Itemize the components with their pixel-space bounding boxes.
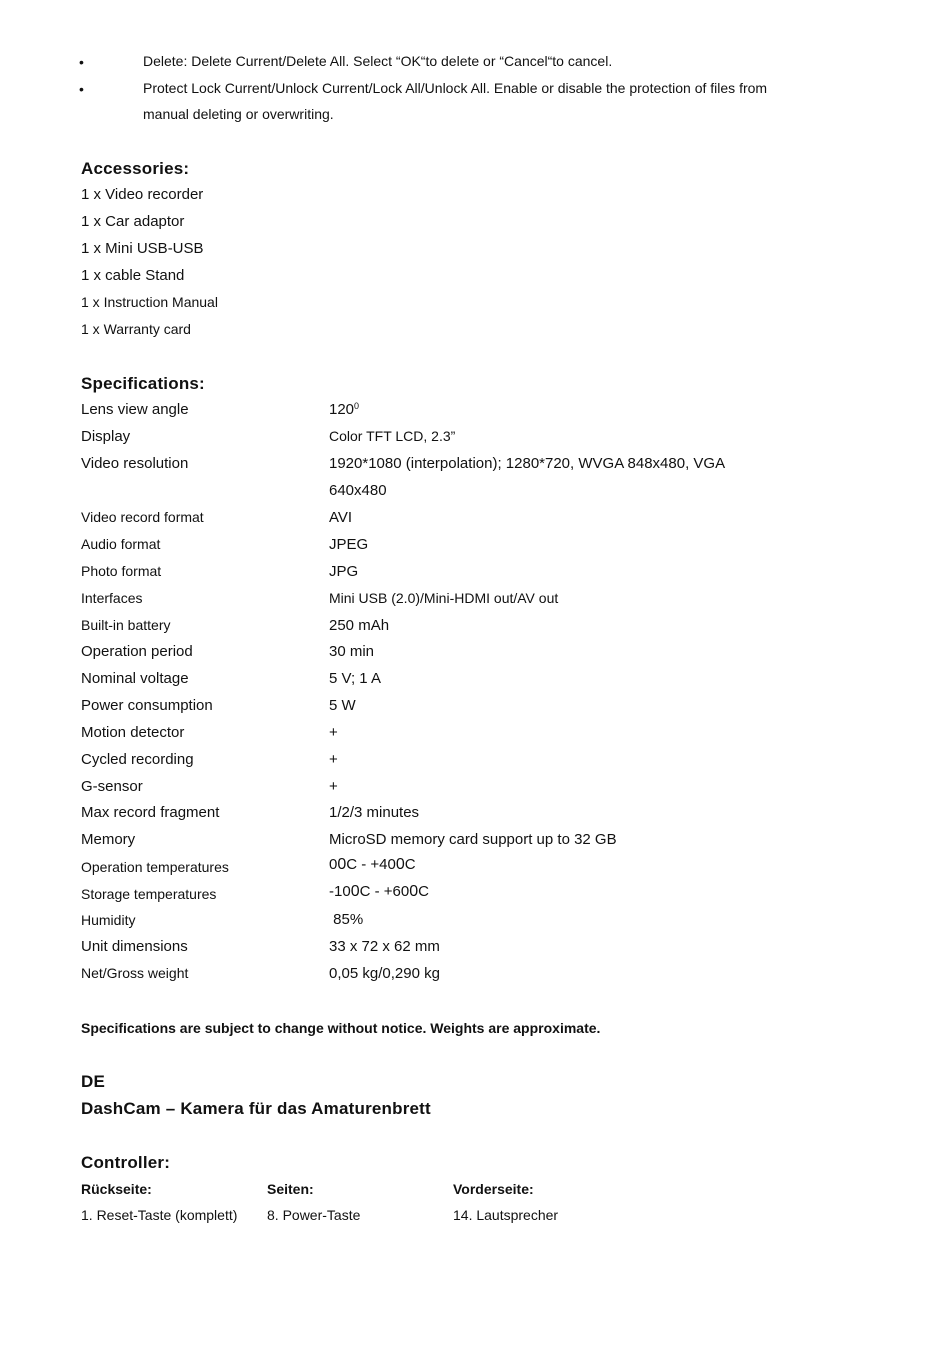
spec-label: Memory bbox=[81, 831, 136, 848]
spec-value: 85% bbox=[329, 911, 364, 928]
accessory-item: 1 x cable Stand bbox=[81, 267, 185, 284]
spec-label: Storage temperatures bbox=[81, 886, 217, 902]
accessory-item: 1 x Instruction Manual bbox=[81, 294, 218, 310]
spec-label: Video resolution bbox=[81, 455, 189, 472]
spec-label: Max record fragment bbox=[81, 804, 220, 821]
bullet-marker: • bbox=[79, 81, 84, 97]
spec-label: Unit dimensions bbox=[81, 938, 188, 955]
spec-label: Operation temperatures bbox=[81, 859, 229, 875]
controller-column-header: Seiten: bbox=[267, 1181, 314, 1197]
spec-label: Cycled recording bbox=[81, 751, 194, 768]
spec-value: + bbox=[329, 778, 338, 795]
spec-value: 1920*1080 (interpolation); 1280*720, WVGA 848x480, VGA bbox=[329, 455, 726, 472]
spec-value: 1/2/3 minutes bbox=[329, 804, 420, 821]
controller-column-header: Rückseite: bbox=[81, 1181, 152, 1197]
accessory-item: 1 x Video recorder bbox=[81, 186, 204, 203]
spec-label: Photo format bbox=[81, 563, 162, 579]
spec-label: Net/Gross weight bbox=[81, 965, 189, 981]
spec-value-part: C bbox=[404, 856, 416, 873]
spec-value: 5 W bbox=[329, 697, 356, 714]
spec-label: Interfaces bbox=[81, 590, 143, 606]
accessory-item: 1 x Car adaptor bbox=[81, 213, 185, 230]
bullet-line: manual deleting or overwriting. bbox=[143, 106, 334, 122]
spec-value: Mini USB (2.0)/Mini-HDMI out/AV out bbox=[329, 590, 559, 606]
spec-value-text: 120 bbox=[329, 401, 355, 418]
degree-mark: 0 bbox=[337, 856, 347, 873]
spec-value: + bbox=[329, 751, 338, 768]
spec-value: 33 x 72 x 62 mm bbox=[329, 938, 440, 955]
degree-superscript: 0 bbox=[354, 401, 360, 411]
spec-value: JPG bbox=[329, 563, 359, 580]
bullet-line: Protect Lock Current/Unlock Current/Lock All/Unlock All. Enable or disable the protection of files from bbox=[143, 80, 768, 96]
controller-item: 8. Power-Taste bbox=[267, 1207, 361, 1223]
spec-value bbox=[329, 857, 416, 873]
accessory-item: 1 x Mini USB-USB bbox=[81, 240, 204, 257]
spec-value-part: 0 bbox=[329, 856, 338, 873]
spec-value: 30 min bbox=[329, 643, 375, 660]
spec-value: Color TFT LCD, 2.3” bbox=[329, 428, 456, 444]
spec-label: Audio format bbox=[81, 536, 161, 552]
spec-value-part: C bbox=[418, 883, 429, 900]
spec-label: Operation period bbox=[81, 643, 193, 660]
degree-mark: 0 bbox=[350, 883, 360, 900]
spec-label: Lens view angle bbox=[81, 401, 189, 418]
spec-value-part: C - +40 bbox=[346, 856, 396, 873]
controller-heading: Controller: bbox=[81, 1153, 171, 1172]
spec-label: Nominal voltage bbox=[81, 670, 189, 687]
spec-value: 0,05 kg/0,290 kg bbox=[329, 965, 440, 982]
bullet-line: Delete: Delete Current/Delete All. Select “OK“to delete or “Cancel“to cancel. bbox=[143, 53, 613, 69]
spec-value bbox=[329, 884, 429, 900]
spec-value: 5 V; 1 A bbox=[329, 670, 381, 687]
controller-item: 14. Lautsprecher bbox=[453, 1207, 559, 1223]
language-heading: DE bbox=[81, 1072, 106, 1091]
spec-label: Built-in battery bbox=[81, 617, 171, 633]
spec-value-part: C - +60 bbox=[359, 883, 410, 900]
bullet-item-delete bbox=[143, 48, 612, 74]
spec-value-part: -10 bbox=[329, 883, 351, 900]
accessories-heading: Accessories: bbox=[81, 159, 190, 178]
spec-label: G-sensor bbox=[81, 778, 143, 795]
degree-mark: 0 bbox=[409, 883, 419, 900]
controller-item: 1. Reset-Taste (komplett) bbox=[81, 1207, 238, 1223]
degree-mark: 0 bbox=[395, 856, 405, 873]
spec-value: AVI bbox=[329, 509, 353, 526]
spec-label: Humidity bbox=[81, 912, 136, 928]
bullet-item-protect bbox=[143, 75, 767, 127]
specifications-note: Specifications are subject to change without notice. Weights are approximate. bbox=[81, 1020, 601, 1036]
spec-value: MicroSD memory card support up to 32 GB bbox=[329, 831, 617, 848]
spec-label: Power consumption bbox=[81, 697, 213, 714]
spec-value-continued: 640x480 bbox=[329, 482, 387, 499]
product-title-de: DashCam – Kamera für das Amaturenbrett bbox=[81, 1099, 431, 1118]
spec-value: 250 mAh bbox=[329, 617, 390, 634]
spec-label: Video record format bbox=[81, 509, 204, 525]
controller-column-header: Vorderseite: bbox=[453, 1181, 534, 1197]
spec-value bbox=[329, 402, 359, 417]
accessory-item: 1 x Warranty card bbox=[81, 321, 191, 337]
spec-label: Motion detector bbox=[81, 724, 185, 741]
spec-label: Display bbox=[81, 428, 131, 445]
bullet-marker: • bbox=[79, 54, 84, 70]
specifications-heading: Specifications: bbox=[81, 374, 205, 393]
spec-value: + bbox=[329, 724, 338, 741]
spec-value: JPEG bbox=[329, 536, 369, 553]
